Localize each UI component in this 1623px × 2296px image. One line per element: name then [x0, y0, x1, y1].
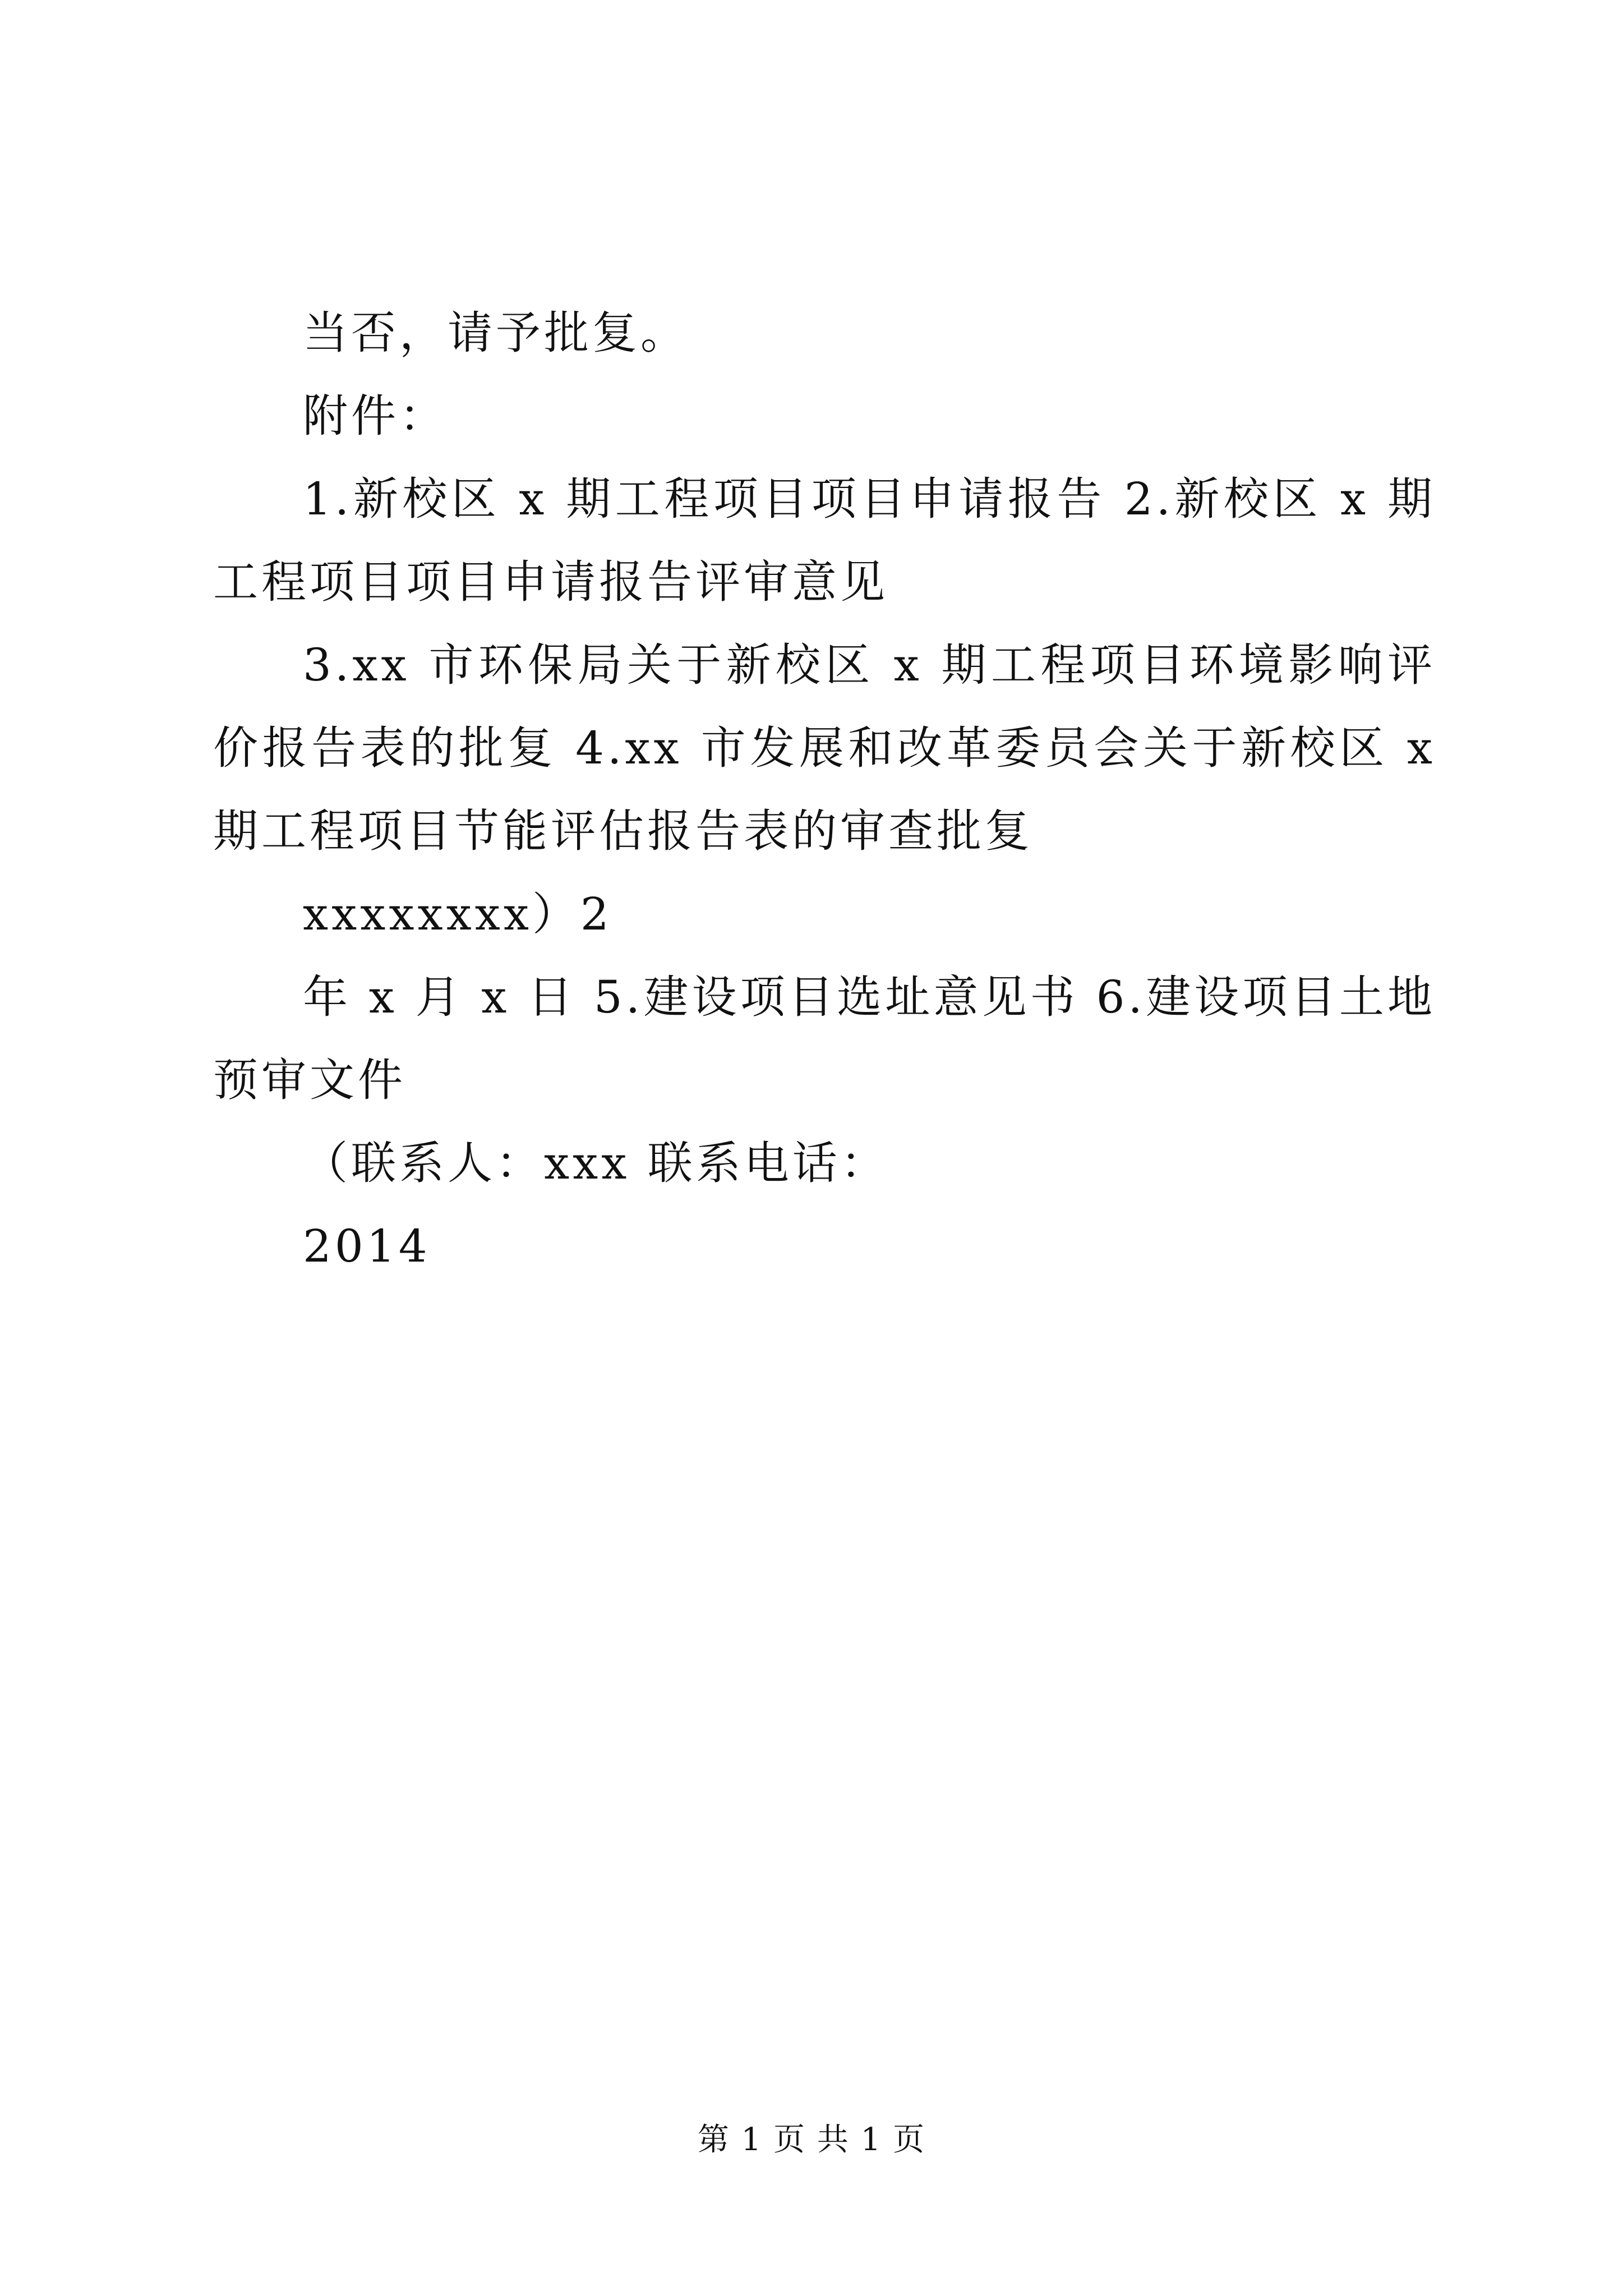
paragraph-code: xxxxxxxx）2 [303, 888, 612, 940]
paragraph-year: 2014 [303, 1220, 431, 1272]
page-footer: 第 1 页 共 1 页 [697, 2122, 926, 2158]
paragraph-approval-request: 当否，请予批复。 [303, 307, 689, 359]
paragraph-contact: （联系人：xxx 联系电话： [303, 1137, 889, 1189]
document-body [213, 292, 1436, 1288]
paragraph-attachments-heading: 附件： [303, 390, 448, 442]
paragraph-attachments-5-6: 年 x 月 x 日 5.建设项目选址意见书 6.建设项目土地预审文件 [213, 971, 1436, 1106]
paragraph-attachments-3-4: 3.xx 市环保局关于新校区 x 期工程项目环境影响评价报告表的批复 4.xx 市发展和改革委员会关于新校区 x 期工程项目节能评估报告表的审查批复 [213, 639, 1436, 857]
paragraph-attachments-1-2: 1.新校区 x 期工程项目项目申请报告 2.新校区 x 期工程项目项目申请报告评审意见 [213, 473, 1436, 608]
